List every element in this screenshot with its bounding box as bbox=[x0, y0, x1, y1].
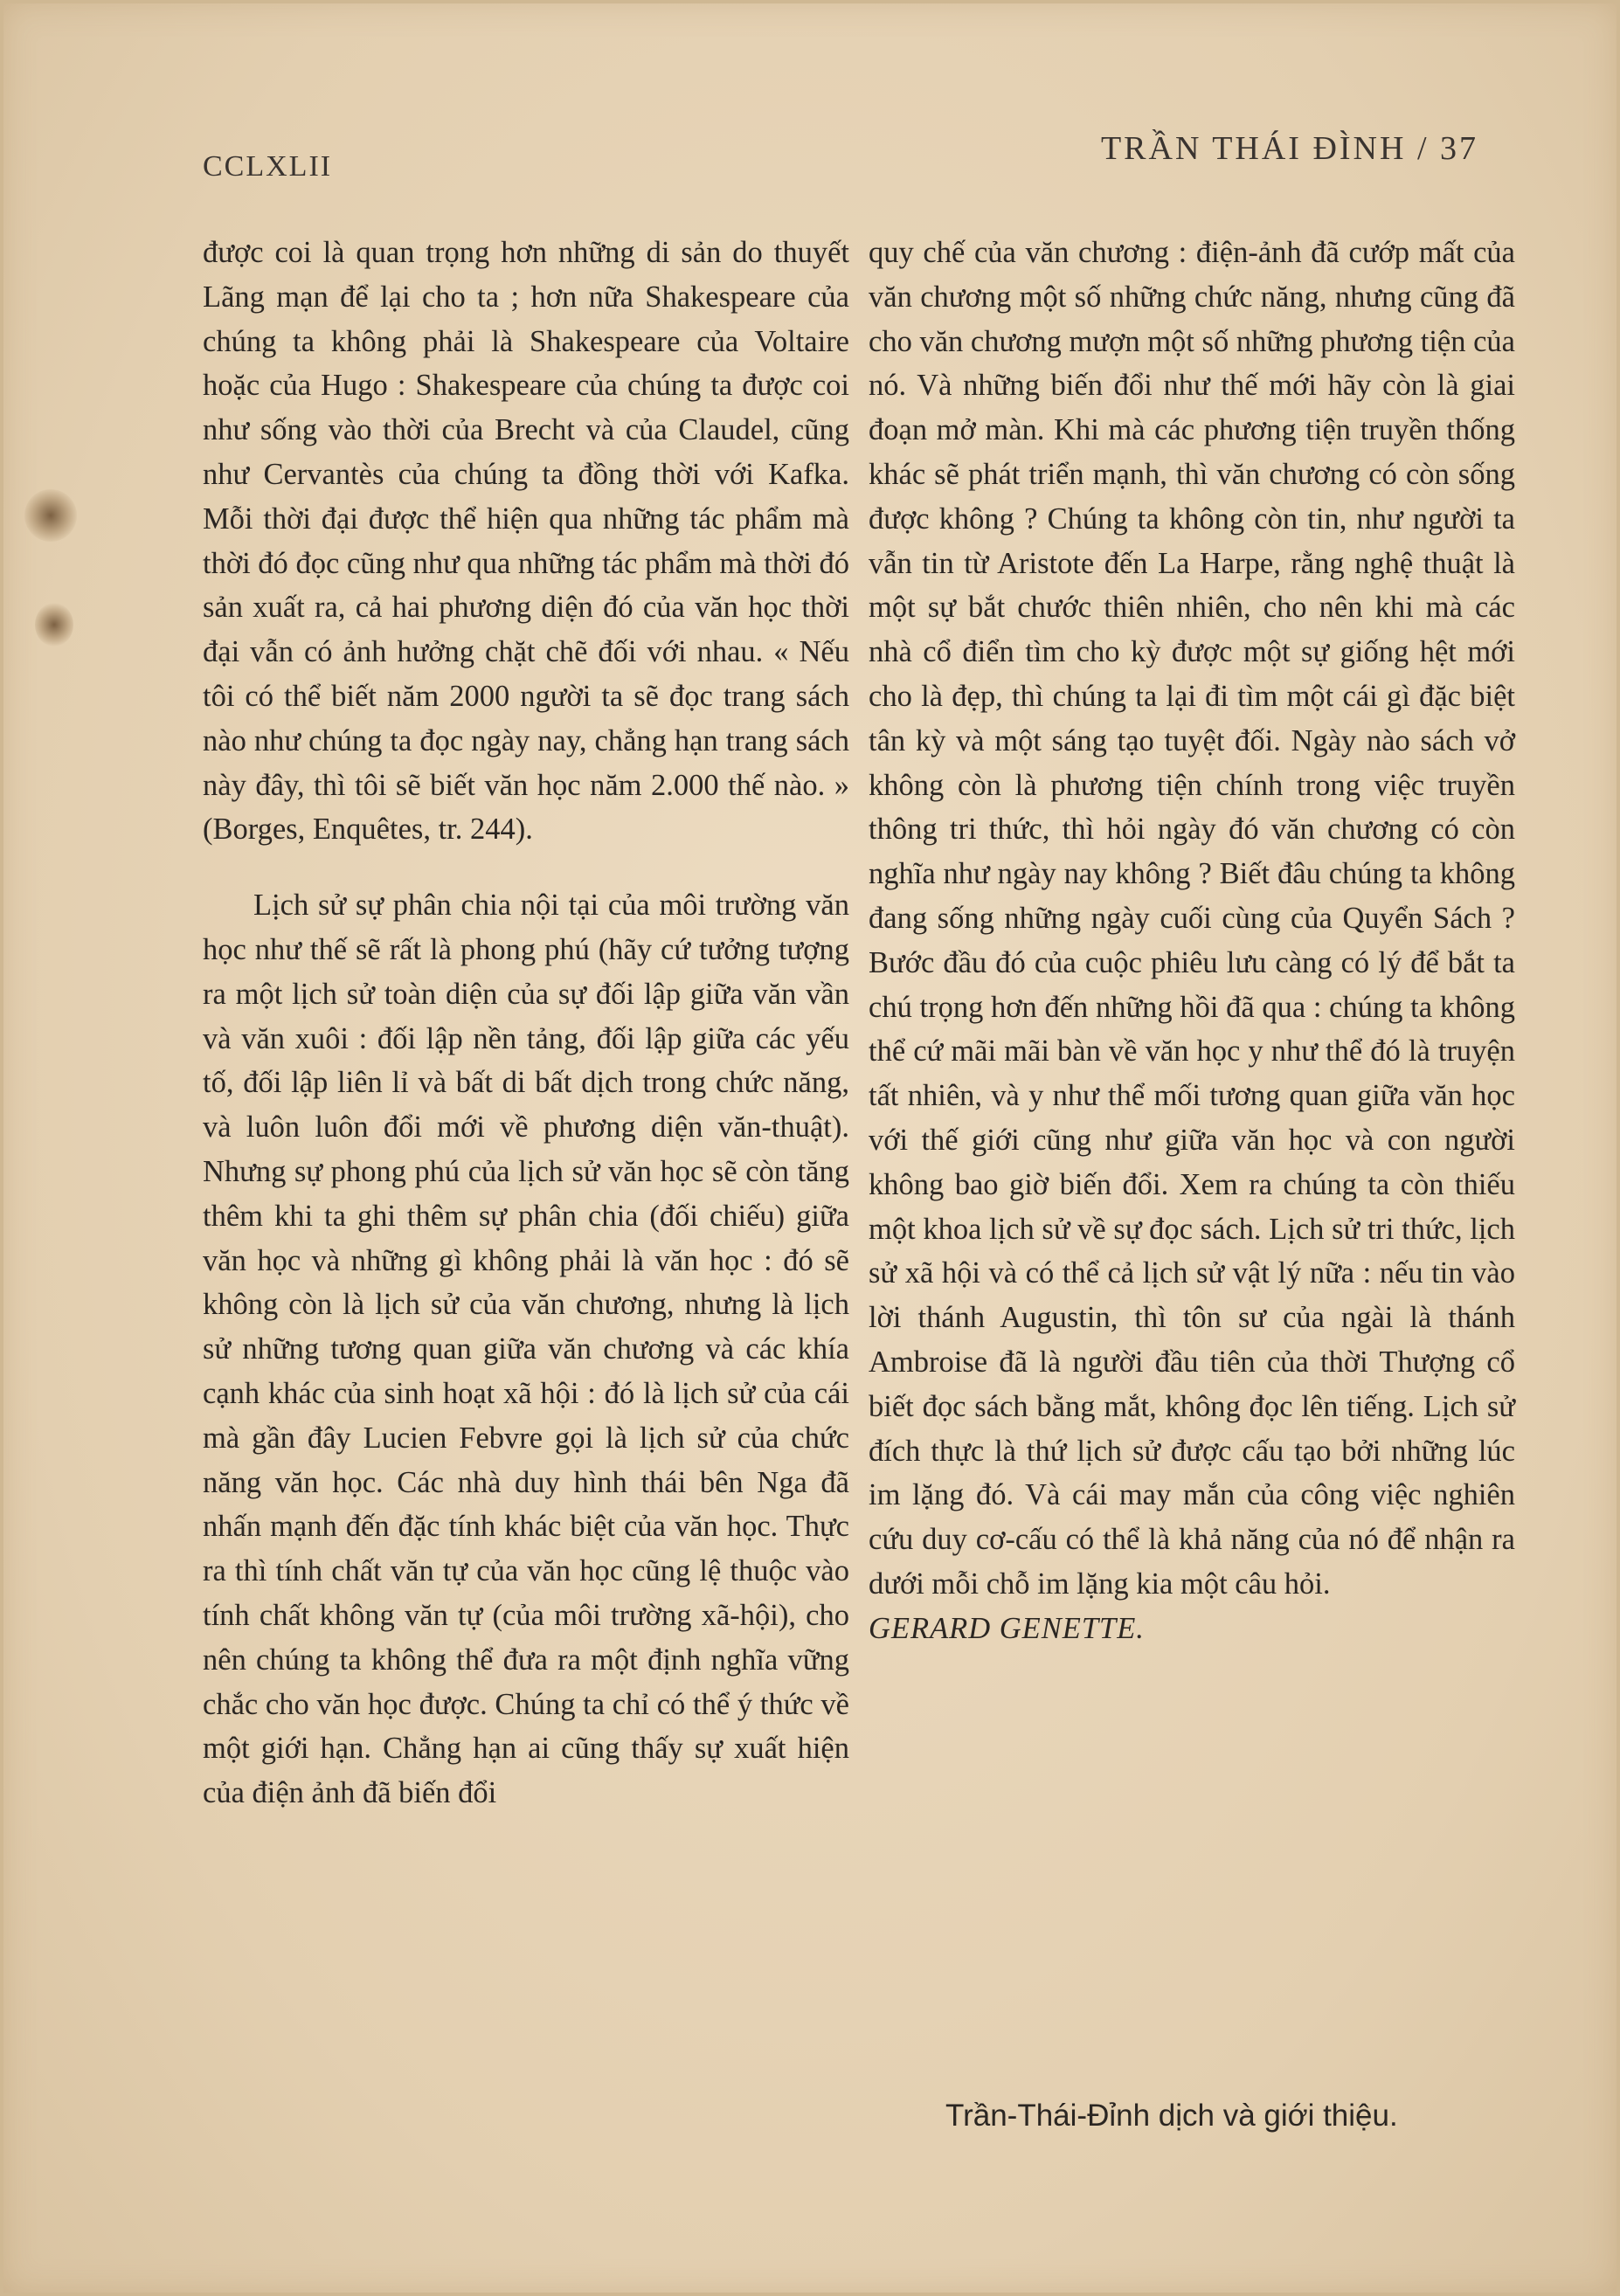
ink-stain bbox=[24, 489, 77, 542]
paragraph: Lịch sử sự phân chia nội tại của môi trường văn học như thế sẽ rất là phong phú (hãy cứ tưởng tượng ra một lịch sử toàn diện của sự đối lập giữa văn vần và văn xuôi : đối lập nền tảng, đối lập giữa các yếu tố, đối lập liên lỉ và bất di bất dịch trong chức năng, và luôn luôn đổi mới về phương diện văn-thuật). Nhưng sự phong phú của lịch sử văn học sẽ còn tăng thêm khi ta ghi thêm sự phân chia (đối chiếu) giữa văn học và những gì không phải là văn học : đó sẽ không còn là lịch sử của văn chương, nhưng là lịch sử những tương quan giữa văn chương và các khía cạnh khác của sinh hoạt xã hội : đó là lịch sử của cái mà gần đây Lucien Febvre gọi là lịch sử của chức năng văn học. Các nhà duy hình thái bên Nga đã nhấn mạnh đến đặc tính khác biệt của văn học. Thực ra thì tính chất văn tự của văn học cũng lệ thuộc vào tính chất không văn tự (của môi trường xã-hội), cho nên chúng ta không thể đưa ra một định nghĩa vững chắc cho văn học được. Chúng ta chỉ có thể ý thức về một giới hạn. Chẳng hạn ai cũng thấy sự xuất hiện của điện ảnh đã biến đổi bbox=[203, 889, 849, 1810]
paragraph: quy chế của văn chương : điện-ảnh đã cướp mất của văn chương một số những chức năng, nhưng cũng đã cho văn chương mượn một số những phương tiện của nó. Và những biến đổi như thế mới hãy còn là giai đoạn mở màn. Khi mà các phương tiện truyền thống khác sẽ phát triển mạnh, thì văn chương có còn sống được không ? Chúng ta không còn tin, như người ta vẫn tin từ Aristote đến La Harpe, rằng nghệ thuật là một sự bắt chước thiên nhiên, cho nên khi mà các nhà cổ điển tìm cho kỳ được một sự giống hệt mới cho là đẹp, thì chúng ta lại đi tìm một cái gì đặc biệt tân kỳ và một sáng tạo tuyệt đối. Ngày nào sách vở không còn là phương tiện chính trong việc truyền thông tri thức, thì hỏi ngày đó văn chương có còn nghĩa như ngày nay không ? Biết đâu chúng ta không đang sống những ngày cuối cùng của Quyển Sách ? Bước đầu đó của cuộc phiêu lưu càng có lý để bắt ta chú trọng hơn đến những hồi đã qua : chúng ta không thể cứ mãi mãi bàn về văn học y như thể đó là truyện tất nhiên, và y như thể mối tương quan giữa văn học với thế giới cũng như giữa văn học và con người không bao giờ biến đổi. Xem ra chúng ta còn thiếu một khoa lịch sử về sự đọc sách. Lịch sử tri thức, lịch sử xã hội và có thể cả lịch sử vật lý nữa : nếu tin vào lời thánh Augustin, thì tôn sư của ngài là thánh Ambroise đã là người đầu tiên của thời Thượng cổ biết đọc sách bằng mắt, không đọc lên tiếng. Lịch sử đích thực là thứ lịch sử được cấu tạo bởi những lúc im lặng đó. Và cái may mắn của công việc nghiên cứu duy cơ-cấu có thể là khả năng của nó để nhận ra dưới mỗi chỗ im lặng kia một câu hỏi. bbox=[869, 236, 1515, 1601]
ink-stain bbox=[35, 603, 73, 647]
page-roman-numeral: CCLXLII bbox=[203, 150, 333, 183]
translator-credit: Trần-Thái-Đỉnh dịch và giới thiệu. bbox=[945, 2099, 1398, 2133]
author-signature: GERARD GENETTE. bbox=[869, 1611, 1145, 1645]
paragraph: được coi là quan trọng hơn những di sản do thuyết Lãng mạn để lại cho ta ; hơn nữa Shakespeare của chúng ta không phải là Shakespeare của Voltaire hoặc của Hugo : Shakespeare của chúng ta được coi như sống vào thời của Brecht và của Claudel, cũng như Cervantès của chúng ta đồng thời với Kafka. Mỗi thời đại được thể hiện qua những tác phẩm mà thời đó đọc cũng như qua những tác phẩm mà thời đó sản xuất ra, cả hai phương diện đó của văn học thời đại vẫn có ảnh hưởng chặt chẽ đối với nhau. « Nếu tôi có thể biết năm 2000 người ta sẽ đọc trang sách nào như chúng ta đọc ngày nay, chẳng hạn trang sách này đây, thì tôi sẽ biết văn học năm 2.000 thế nào. » (Borges, Enquêtes, tr. 244). bbox=[203, 236, 849, 847]
running-header: TRẦN THÁI ĐÌNH / 37 bbox=[1100, 130, 1478, 167]
left-column bbox=[203, 231, 849, 1815]
right-column bbox=[869, 231, 1515, 1651]
